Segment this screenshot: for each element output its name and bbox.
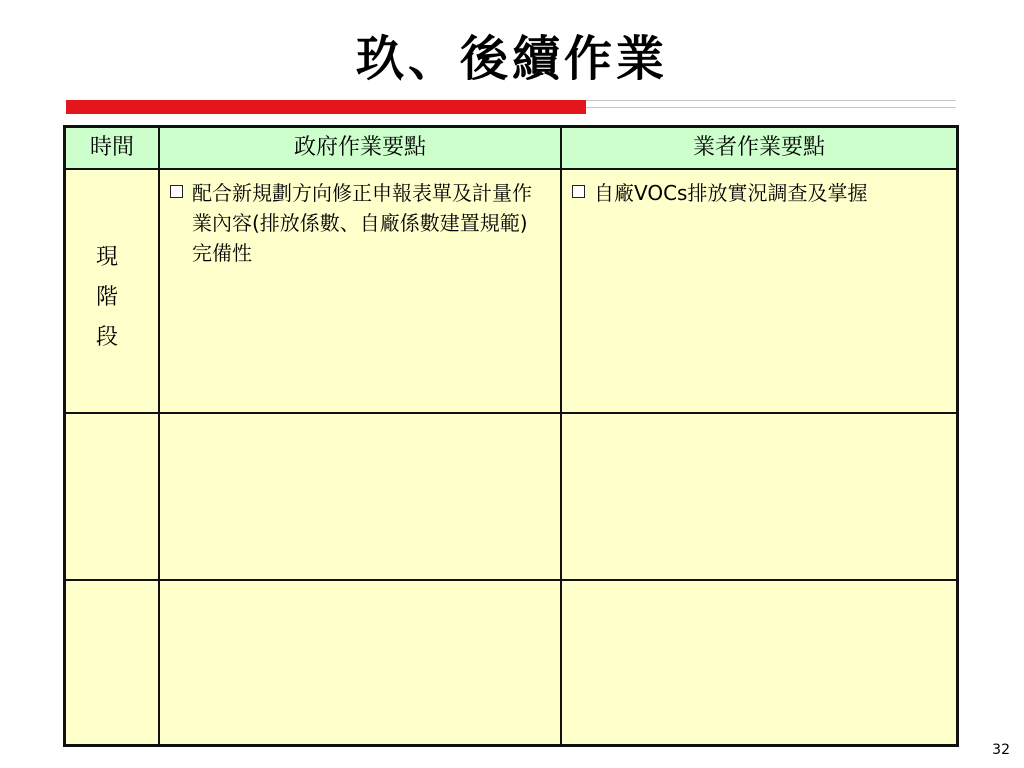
row-divider	[66, 579, 956, 581]
checkbox-icon	[572, 185, 585, 198]
list-item	[170, 178, 545, 268]
column-divider	[158, 128, 160, 744]
header-time: 時間	[89, 135, 134, 160]
title-rule-red	[66, 100, 586, 114]
point-text: 配合新規劃方向修正申報表單及計量作業內容(排放係數、自廠係數建置規範)完備性	[192, 181, 532, 265]
header-government: 政府作業要點	[293, 135, 426, 160]
page-number: 32	[992, 742, 1010, 758]
point-text: 自廠VOCs排放實況調查及掌握	[594, 181, 868, 205]
work-plan-table	[63, 125, 959, 747]
row-divider	[66, 412, 956, 414]
government-points-current	[170, 178, 545, 272]
row-label-current: 現 階 段	[96, 245, 119, 350]
slide-title: 玖、後續作業	[355, 31, 668, 87]
industry-points-current	[572, 178, 947, 212]
column-divider	[560, 128, 562, 744]
header-industry: 業者作業要點	[692, 135, 825, 160]
list-item	[572, 178, 947, 208]
checkbox-icon	[170, 185, 183, 198]
